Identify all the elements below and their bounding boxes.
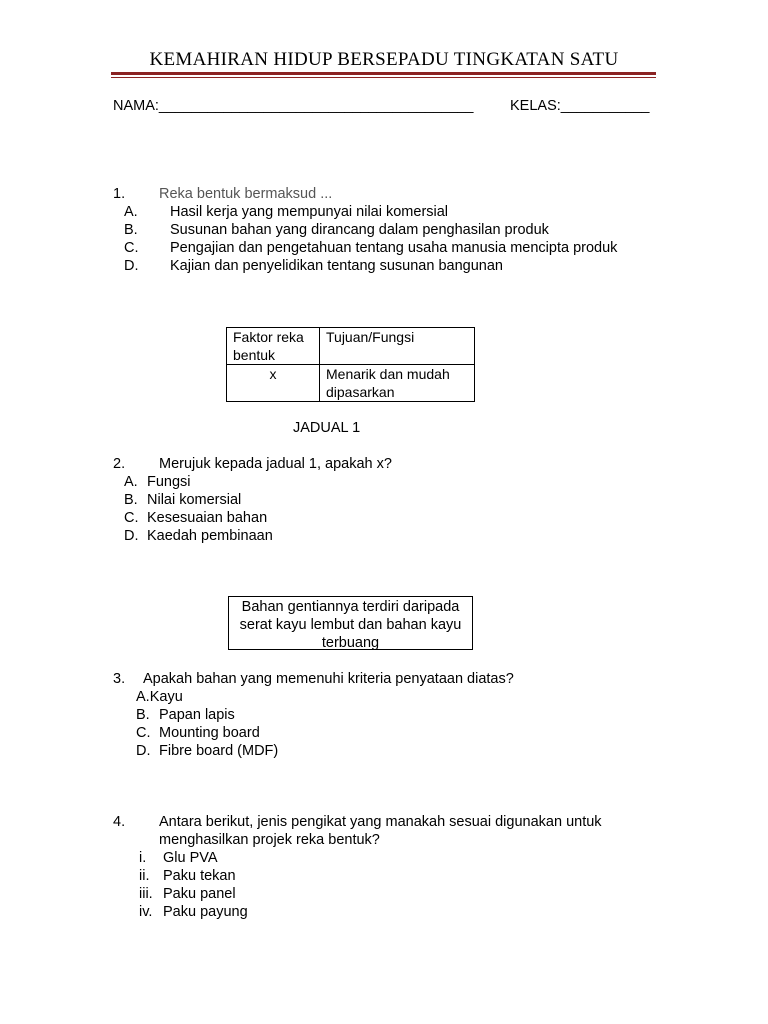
q1-option-a-label: A. — [124, 204, 138, 220]
statement-line-1: Bahan gentiannya terdiri daripada — [241, 599, 460, 615]
q4-option-ii-label: ii. — [139, 868, 150, 884]
question-1-text: Reka bentuk bermaksud ... — [159, 186, 333, 202]
q1-option-c-text[interactable]: Pengajian dan pengetahuan tentang usaha manusia mencipta produk — [170, 240, 618, 256]
q3-option-b-text[interactable]: Papan lapis — [159, 707, 235, 723]
q2-option-d-label: D. — [124, 528, 139, 544]
question-3-text: Apakah bahan yang memenuhi kriteria penyataan diatas? — [143, 671, 514, 687]
table-header-factor-line2: bentuk — [233, 347, 276, 363]
table-cell-purpose-line1: Menarik dan mudah — [326, 366, 450, 382]
page-title: KEMAHIRAN HIDUP BERSEPADU TINGKATAN SATU — [149, 49, 619, 70]
q3-option-d-text[interactable]: Fibre board (MDF) — [159, 743, 279, 759]
q3-option-d-label: D. — [136, 743, 151, 759]
class-field[interactable]: KELAS:___________ — [510, 98, 650, 114]
table-jadual-1 — [226, 327, 475, 402]
q1-option-b-label: B. — [124, 222, 138, 238]
question-2-text: Merujuk kepada jadual 1, apakah x? — [159, 456, 392, 472]
q1-option-a-text[interactable]: Hasil kerja yang mempunyai nilai komersial — [170, 204, 449, 220]
q4-option-i-label: i. — [139, 850, 147, 866]
q2-option-c-text[interactable]: Kesesuaian bahan — [147, 510, 268, 526]
table-caption: JADUAL 1 — [293, 420, 361, 436]
q3-option-c-label: C. — [136, 725, 151, 741]
table-row — [227, 365, 475, 402]
table-header-factor — [227, 328, 320, 365]
question-2-number: 2. — [113, 456, 126, 472]
question-4-number: 4. — [113, 814, 126, 830]
q4-option-ii-text[interactable]: Paku tekan — [163, 868, 236, 884]
q2-option-b-text[interactable]: Nilai komersial — [147, 492, 242, 508]
statement-box — [228, 596, 473, 650]
q3-option-a-label: A. — [136, 689, 150, 705]
q2-option-a-label: A. — [124, 474, 138, 490]
table-cell-x: x — [227, 365, 320, 402]
q1-option-b-text[interactable]: Susunan bahan yang dirancang dalam penghasilan produk — [170, 222, 549, 238]
title-rule-thin — [111, 77, 656, 78]
q2-option-d-text[interactable]: Kaedah pembinaan — [147, 528, 273, 544]
q3-option-c-text[interactable]: Mounting board — [159, 725, 260, 741]
table-header-factor-line1: Faktor reka — [233, 329, 304, 345]
table-cell-purpose-line2: dipasarkan — [326, 384, 395, 400]
table-header-purpose: Tujuan/Fungsi — [320, 328, 475, 365]
q1-option-c-label: C. — [124, 240, 139, 256]
q1-option-d-text[interactable]: Kajian dan penyelidikan tentang susunan bangunan — [170, 258, 503, 274]
q3-option-a[interactable] — [136, 688, 183, 706]
q4-option-iv-text[interactable]: Paku payung — [163, 904, 248, 920]
q4-option-iv-label: iv. — [139, 904, 153, 920]
name-field[interactable]: NAMA:_______________________________________ — [113, 98, 474, 114]
table-header-row — [227, 328, 475, 365]
q2-option-a-text[interactable]: Fungsi — [147, 474, 191, 490]
statement-line-2: serat kayu lembut dan bahan kayu — [239, 617, 462, 633]
title-rule-thick — [111, 72, 656, 75]
question-1-number: 1. — [113, 186, 126, 202]
table-cell-purpose — [320, 365, 475, 402]
question-4-text-line1: Antara berikut, jenis pengikat yang manakah sesuai digunakan untuk — [159, 814, 602, 830]
q4-option-iii-label: iii. — [139, 886, 153, 902]
q4-option-iii-text[interactable]: Paku panel — [163, 886, 236, 902]
q4-option-i-text[interactable]: Glu PVA — [163, 850, 218, 866]
question-4-text-line2: menghasilkan projek reka bentuk? — [159, 832, 380, 848]
q3-option-b-label: B. — [136, 707, 150, 723]
q2-option-c-label: C. — [124, 510, 139, 526]
q2-option-b-label: B. — [124, 492, 138, 508]
statement-line-3: terbuang — [321, 635, 380, 651]
q1-option-d-label: D. — [124, 258, 139, 274]
question-3-number: 3. — [113, 671, 126, 687]
q3-option-a-text: Kayu — [149, 689, 183, 705]
